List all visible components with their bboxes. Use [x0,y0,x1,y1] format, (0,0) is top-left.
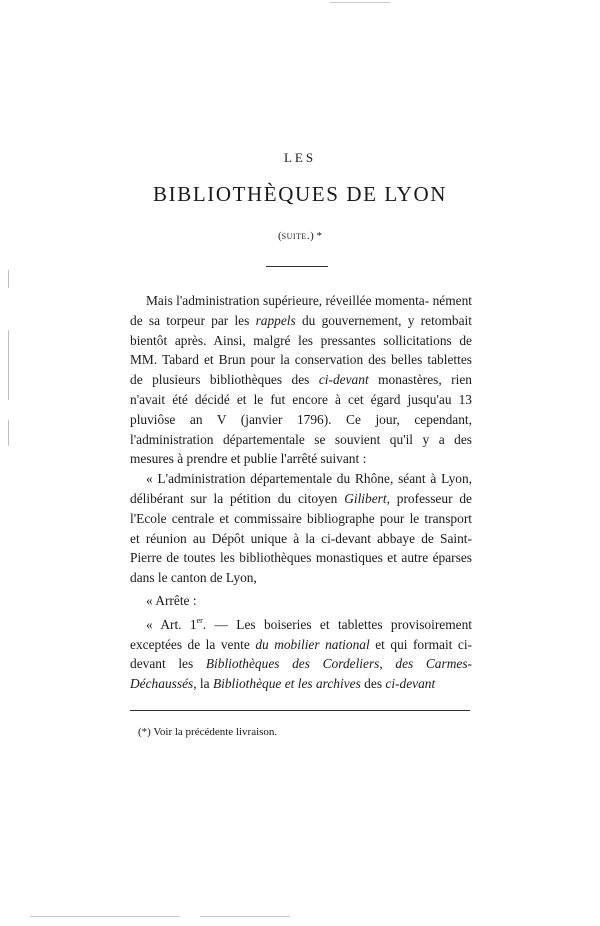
italic-run: Bibliothèques des Cordeliers [205,656,380,672]
suite-open-paren: ( [277,230,282,242]
suite-close: ) * [310,230,322,242]
text-run: nément de sa torpeur par les [130,293,472,328]
text-run: , la [193,676,213,692]
italic-run: des Carmes-Déchaussés [130,656,472,692]
italic-run: Bibliothèque et les archives [212,676,361,692]
text-run: . — Les boiseries et tablettes provisoirement exceptées de la vente [130,616,472,652]
suite-word: suite. [281,230,311,242]
text-run: , professeur de l'Ecole centrale et commissaire bibliographe pour le transport et réunion au Dépôt unique à la ci-devant abbaye de Saint-Pierre de toutes les bibliothèques monastiques et autre éparses dans le canton de Lyon, [130,490,472,586]
text-run: et qui formait ci-devant les [130,636,473,672]
footnote-rule [130,710,470,711]
paragraph-2 [130,469,472,588]
text-run: du gouvernement, y retombait bientôt après. Ainsi, malgré les pressantes sollicitations de MM. Tabard et Brun pour la conservation des belles tablettes de plusieurs bibliothèques des [130,312,472,388]
italic-run: du mobilier national [255,636,370,652]
text-run: Mais l'administration supérieure, réveillée momenta- [146,293,430,308]
superscript: er [196,615,203,625]
page-title: BIBLIOTHÈQUES DE LYON [153,182,447,206]
text-run: monastères, rien n'avait été décidé et le fut encore à cet égard jusqu'au 13 pluviôse an V (janvier 1796). Ce jour, cependant, l'administration départementale se souvient qu'il y a des mesures à prendre et publie l'arrêté suivant : [130,372,472,467]
text-run: des [360,676,386,692]
scan-edge-dash [330,2,390,3]
text-run: « Art. 1 [146,616,197,632]
scan-edge-dash [200,916,290,917]
italic-run: ci-devant [318,372,369,388]
scan-edge-dash [30,916,180,917]
suite-label [0,230,600,242]
italic-run: Gilibert [344,490,387,506]
scan-margin-mark [8,270,9,288]
scan-margin-mark [8,420,9,446]
paragraph-article-1 [130,615,472,694]
italic-run: rappels [255,312,296,328]
italic-run: ci-devant [385,676,436,692]
body-text [130,291,472,694]
text-run: « L'administration départementale du Rhône, séant à Lyon, délibérant sur la pétition du citoyen [130,471,472,506]
paragraph-1 [130,291,472,469]
title-rule [266,266,328,267]
text-run: , [379,656,396,672]
footnote: (*) Voir la précédente livraison. [138,726,278,738]
heading-les: LES [283,150,317,165]
paragraph-arrete: « Arrête : [146,592,197,608]
scan-margin-mark [8,330,9,400]
